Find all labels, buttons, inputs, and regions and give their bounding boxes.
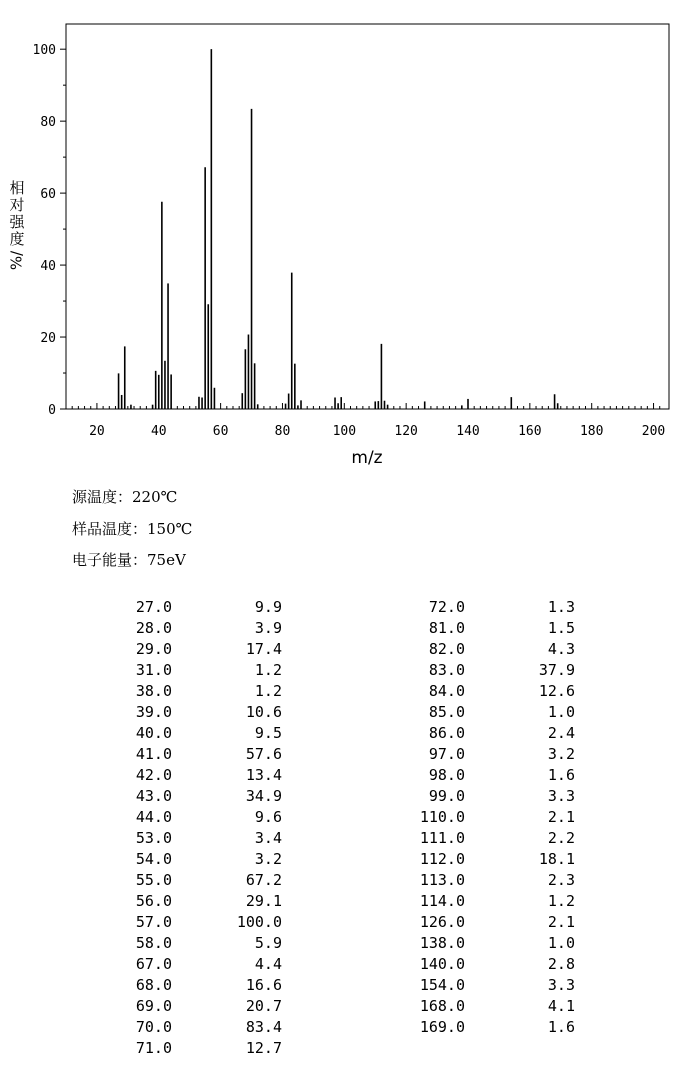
- mz-value: 38.0: [135, 682, 172, 700]
- mz-value: 53.0: [135, 829, 172, 847]
- table-row: [395, 765, 575, 786]
- mz-value: 67.0: [135, 955, 172, 973]
- mz-value: 68.0: [135, 976, 172, 994]
- abundance-value: 9.9: [254, 598, 282, 616]
- table-row: [102, 1038, 282, 1059]
- mz-value: 31.0: [135, 661, 172, 679]
- table-row: [102, 807, 282, 828]
- table-row: [395, 702, 575, 723]
- mz-value: 126.0: [419, 913, 465, 931]
- mz-value: 39.0: [135, 703, 172, 721]
- mz-value: 154.0: [419, 976, 465, 994]
- abundance-value: 1.2: [547, 892, 575, 910]
- abundance-value: 2.4: [547, 724, 575, 742]
- mz-value: 27.0: [135, 598, 172, 616]
- abundance-value: 83.4: [245, 1018, 282, 1036]
- mz-value: 28.0: [135, 619, 172, 637]
- abundance-value: 4.4: [254, 955, 282, 973]
- table-row: [395, 849, 575, 870]
- table-row: [102, 660, 282, 681]
- peak-bars: [119, 49, 558, 409]
- peak-table-left: [102, 597, 282, 1059]
- y-tick-label: 60: [40, 187, 56, 203]
- table-row: [395, 807, 575, 828]
- abundance-value: 13.4: [245, 766, 282, 784]
- abundance-value: 2.1: [547, 808, 575, 826]
- x-tick-label: 80: [274, 424, 291, 439]
- table-row: [395, 786, 575, 807]
- abundance-value: 2.8: [547, 955, 575, 973]
- mz-value: 29.0: [135, 640, 172, 658]
- table-row: [395, 933, 575, 954]
- table-row: [102, 702, 282, 723]
- electron-energy: 电子能量：75eV: [72, 551, 186, 569]
- table-row: [102, 828, 282, 849]
- table-row: [395, 954, 575, 975]
- x-tick-label: 180: [579, 424, 604, 439]
- mass-spectrum-chart: [0, 0, 680, 470]
- x-tick-label: 60: [212, 424, 229, 439]
- abundance-value: 3.2: [547, 745, 575, 763]
- mz-value: 168.0: [419, 997, 465, 1015]
- abundance-value: 1.0: [547, 703, 575, 721]
- table-row: [102, 597, 282, 618]
- x-tick-label: 200: [641, 424, 666, 439]
- abundance-value: 1.6: [547, 1018, 575, 1036]
- y-axis-unit: %/: [7, 250, 26, 271]
- abundance-value: 1.3: [547, 598, 575, 616]
- abundance-value: 3.3: [547, 976, 575, 994]
- mz-value: 169.0: [419, 1018, 465, 1036]
- abundance-value: 2.3: [547, 871, 575, 889]
- y-axis-label-char: 强: [9, 213, 25, 231]
- abundance-value: 3.9: [254, 619, 282, 637]
- source-temperature: 源温度：220℃: [72, 488, 178, 506]
- mz-value: 40.0: [135, 724, 172, 742]
- abundance-value: 3.2: [254, 850, 282, 868]
- sample-temperature: 样品温度：150℃: [72, 520, 193, 538]
- table-row: [102, 975, 282, 996]
- table-row: [102, 765, 282, 786]
- abundance-value: 9.6: [254, 808, 282, 826]
- table-row: [102, 681, 282, 702]
- abundance-value: 34.9: [245, 787, 282, 805]
- table-row: [395, 618, 575, 639]
- mz-value: 43.0: [135, 787, 172, 805]
- table-row: [395, 996, 575, 1017]
- mz-value: 70.0: [135, 1018, 172, 1036]
- x-tick-label: 20: [89, 424, 105, 439]
- abundance-value: 4.3: [547, 640, 575, 658]
- plot-frame: [66, 24, 669, 409]
- abundance-value: 2.1: [547, 913, 575, 931]
- abundance-value: 29.1: [245, 892, 282, 910]
- peak-table-right: [395, 597, 575, 1038]
- abundance-value: 16.6: [245, 976, 282, 994]
- x-axis-label: m/z: [351, 448, 383, 468]
- abundance-value: 12.7: [245, 1039, 282, 1057]
- table-row: [395, 891, 575, 912]
- x-tick-label: 160: [518, 424, 542, 439]
- table-row: [102, 912, 282, 933]
- abundance-value: 1.5: [547, 619, 575, 637]
- mz-value: 85.0: [428, 703, 465, 721]
- table-row: [102, 870, 282, 891]
- mz-value: 97.0: [428, 745, 465, 763]
- table-row: [102, 954, 282, 975]
- table-row: [102, 744, 282, 765]
- mz-value: 82.0: [428, 640, 465, 658]
- mz-value: 72.0: [428, 598, 465, 616]
- abundance-value: 12.6: [538, 682, 575, 700]
- mz-value: 42.0: [135, 766, 172, 784]
- y-axis-label-char: 度: [9, 230, 25, 248]
- y-axis: [33, 43, 66, 418]
- mz-value: 56.0: [135, 892, 172, 910]
- mz-value: 83.0: [428, 661, 465, 679]
- table-row: [395, 681, 575, 702]
- table-row: [395, 744, 575, 765]
- table-row: [102, 723, 282, 744]
- abundance-value: 3.4: [254, 829, 282, 847]
- table-row: [102, 618, 282, 639]
- mz-value: 58.0: [135, 934, 172, 952]
- mz-value: 111.0: [419, 829, 465, 847]
- table-row: [102, 1017, 282, 1038]
- mz-value: 112.0: [419, 850, 465, 868]
- table-row: [395, 639, 575, 660]
- abundance-value: 37.9: [538, 661, 575, 679]
- abundance-value: 9.5: [254, 724, 282, 742]
- table-row: [395, 597, 575, 618]
- abundance-value: 1.6: [547, 766, 575, 784]
- abundance-value: 67.2: [245, 871, 282, 889]
- table-row: [102, 849, 282, 870]
- abundance-value: 1.0: [547, 934, 575, 952]
- y-tick-label: 40: [40, 259, 56, 275]
- abundance-value: 1.2: [254, 682, 282, 700]
- mz-value: 57.0: [135, 913, 172, 931]
- y-tick-label: 20: [40, 331, 56, 347]
- mz-value: 81.0: [428, 619, 465, 637]
- abundance-value: 4.1: [547, 997, 575, 1015]
- mz-value: 110.0: [419, 808, 465, 826]
- abundance-value: 17.4: [245, 640, 282, 658]
- table-row: [102, 996, 282, 1017]
- table-row: [102, 891, 282, 912]
- mz-value: 71.0: [135, 1039, 172, 1057]
- y-tick-label: 100: [32, 43, 56, 59]
- y-axis-label-char: 相: [9, 179, 25, 197]
- abundance-value: 10.6: [245, 703, 282, 721]
- table-row: [395, 975, 575, 996]
- abundance-value: 20.7: [245, 997, 282, 1015]
- table-row: [102, 786, 282, 807]
- mz-value: 140.0: [419, 955, 465, 973]
- x-tick-label: 140: [456, 424, 480, 439]
- mz-value: 44.0: [135, 808, 172, 826]
- mz-value: 98.0: [428, 766, 465, 784]
- mz-value: 86.0: [428, 724, 465, 742]
- table-row: [395, 660, 575, 681]
- abundance-value: 57.6: [245, 745, 282, 763]
- table-row: [395, 870, 575, 891]
- table-row: [102, 933, 282, 954]
- abundance-value: 2.2: [547, 829, 575, 847]
- mz-value: 114.0: [419, 892, 465, 910]
- abundance-value: 100.0: [236, 913, 282, 931]
- mz-value: 84.0: [428, 682, 465, 700]
- y-axis-label: [6, 180, 28, 269]
- table-row: [395, 1017, 575, 1038]
- x-tick-label: 40: [150, 424, 167, 439]
- table-row: [395, 723, 575, 744]
- table-row: [395, 912, 575, 933]
- mz-value: 55.0: [135, 871, 172, 889]
- y-axis-label-char: 对: [9, 196, 25, 214]
- abundance-value: 18.1: [538, 850, 575, 868]
- y-tick-label: 0: [48, 403, 56, 418]
- mz-value: 41.0: [135, 745, 172, 763]
- abundance-value: 1.2: [254, 661, 282, 679]
- mz-value: 69.0: [135, 997, 172, 1015]
- abundance-value: 3.3: [547, 787, 575, 805]
- x-tick-label: 120: [394, 424, 418, 439]
- y-tick-label: 80: [40, 115, 56, 131]
- mz-value: 113.0: [419, 871, 465, 889]
- mz-value: 99.0: [428, 787, 465, 805]
- mz-value: 54.0: [135, 850, 172, 868]
- mz-value: 138.0: [419, 934, 465, 952]
- abundance-value: 5.9: [254, 934, 282, 952]
- table-row: [102, 639, 282, 660]
- table-row: [395, 828, 575, 849]
- x-tick-label: 100: [332, 424, 357, 439]
